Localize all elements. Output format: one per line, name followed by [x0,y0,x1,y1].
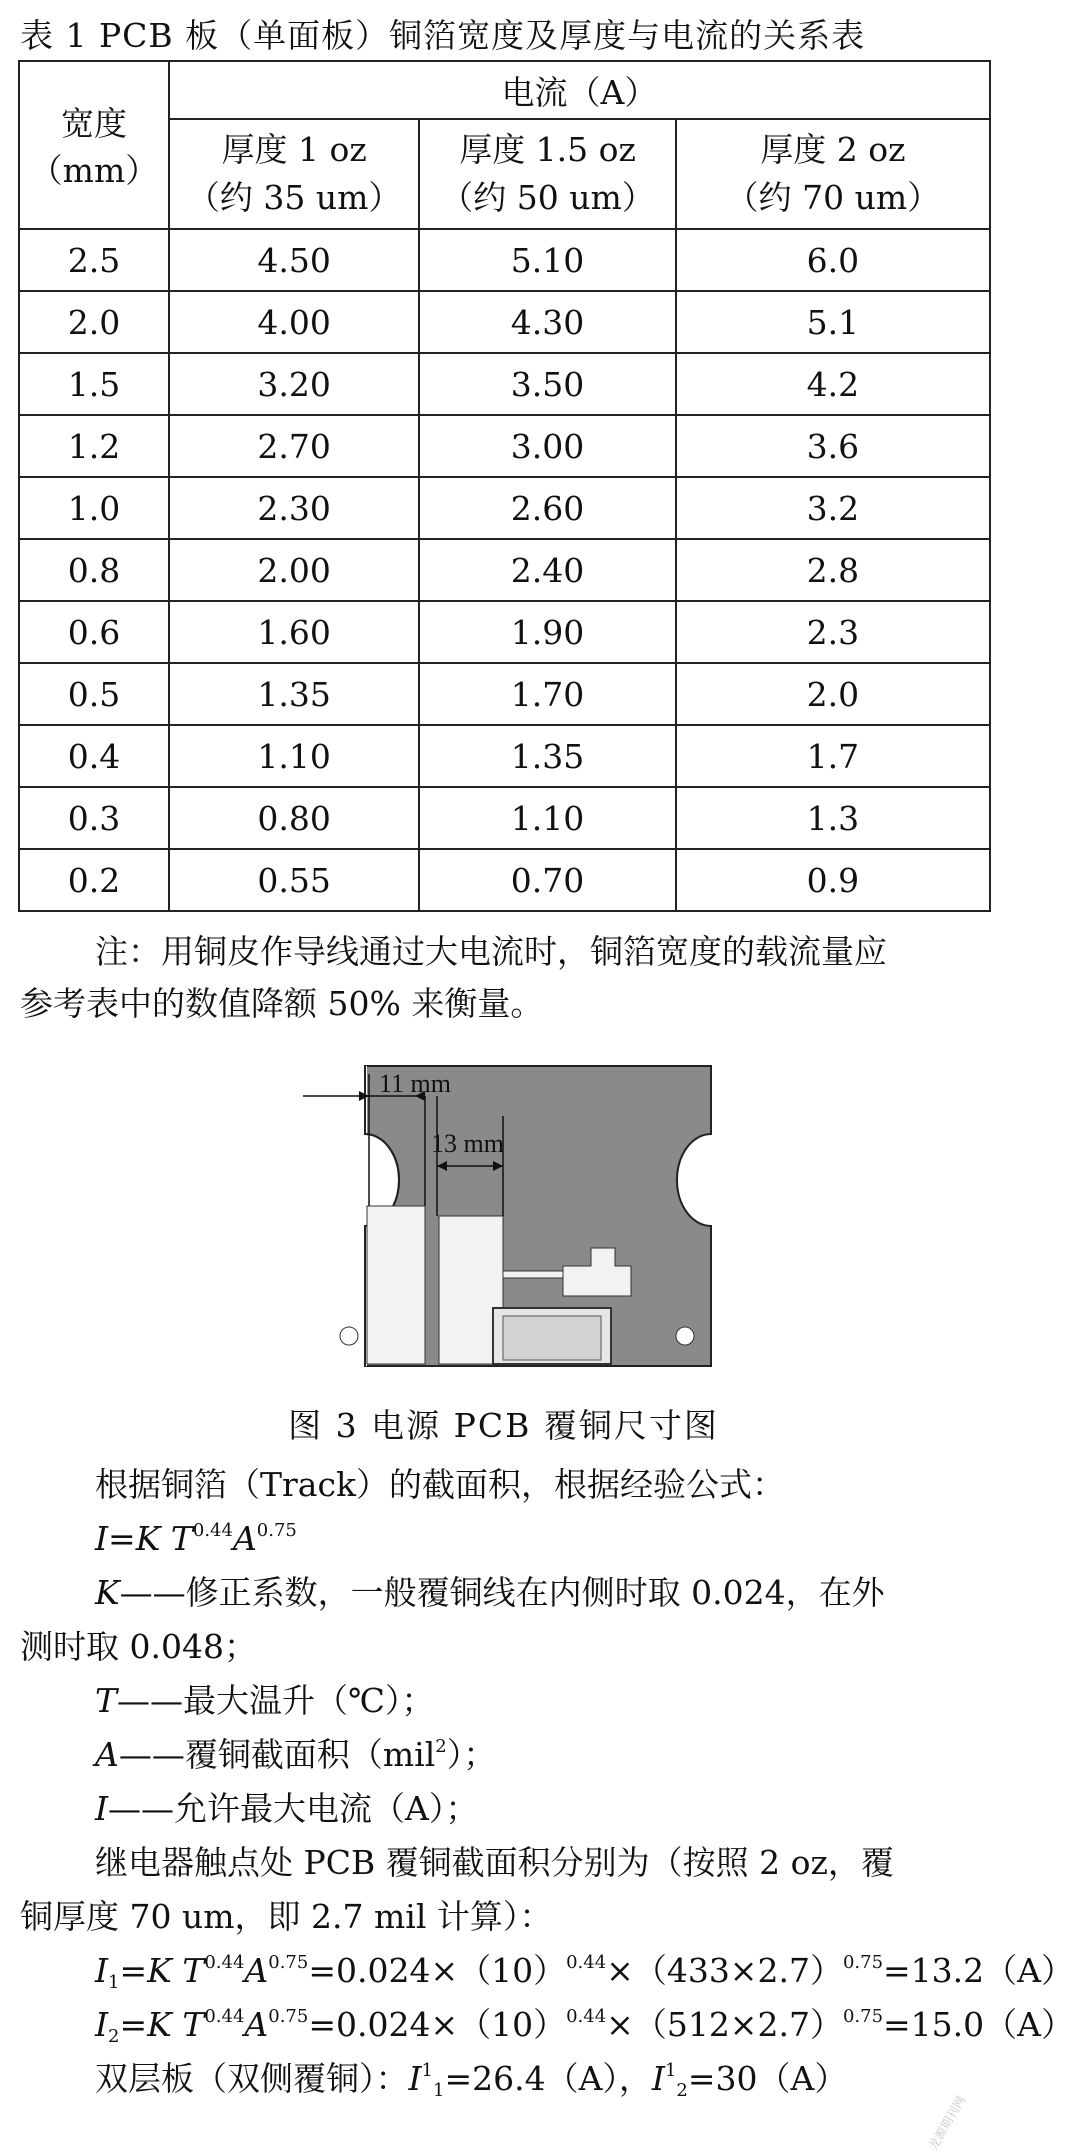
table-cell: 1.0 [19,477,169,539]
table-cell: 1.90 [419,601,675,663]
table-cell: 4.30 [419,291,675,353]
table-cell: 2.0 [19,291,169,353]
table-cell: 6.0 [676,229,990,291]
table-cell: 0.3 [19,787,169,849]
table-cell: 1.5 [19,353,169,415]
t-definition: T——最大温升（℃）； [95,1681,435,1720]
table-cell: 3.50 [419,353,675,415]
table-cell: 0.4 [19,725,169,787]
table-row [19,663,990,725]
table-cell: 1.7 [676,725,990,787]
pcb-copper-figure [325,1066,711,1366]
table-cell: 3.6 [676,415,990,477]
k-definition: K——修正系数，一般覆铜线在内侧时取 0.024，在外 [95,1573,885,1612]
current-header: 电流（A） [169,61,990,119]
label-13mm: 13 mm [431,1129,504,1158]
table-cell: 0.6 [19,601,169,663]
table-row [19,415,990,477]
table-cell: 3.00 [419,415,675,477]
figure-caption: 图 3 电源 PCB 覆铜尺寸图 [288,1406,719,1445]
table-cell: 1.10 [169,725,419,787]
table-cell: 3.20 [169,353,419,415]
table-cell: 2.5 [19,229,169,291]
table-note: 注：用铜皮作导线通过大电流时，铜箔宽度的载流量应 参考表中的数值降额 50% 来衡量。 [20,932,887,1023]
table-cell: 2.0 [676,663,990,725]
paragraph-intro: 根据铜箔（Track）的截面积，根据经验公式： [95,1465,785,1504]
table-row [19,477,990,539]
table-cell: 2.70 [169,415,419,477]
label-11mm: 11 mm [379,1069,451,1098]
table-cell: 1.2 [19,415,169,477]
table-caption: 表 1 PCB 板（单面板）铜箔宽度及厚度与电流的关系表 [20,16,866,55]
table-row [19,291,990,353]
table-row [19,725,990,787]
table-row [19,353,990,415]
table-cell: 1.35 [419,725,675,787]
table-cell: 5.1 [676,291,990,353]
table-cell: 1.3 [676,787,990,849]
watermark: 龙源期刊网 [926,2093,969,2153]
k-definition-cont: 测时取 0.048； [20,1627,257,1666]
formula: I=K $T^{0.44}A^{0.75}$ [95,1519,297,1558]
table-cell: 0.55 [169,849,419,911]
table-cell: 0.70 [419,849,675,911]
table-cell: 3.2 [676,477,990,539]
table-row [19,229,990,291]
table-cell: 4.2 [676,353,990,415]
table-cell: 1.70 [419,663,675,725]
calc-i1: $I_1=K$ $T^{0.44}A^{0.75}=0.024\times(10)^{0.44}\times(433\times 2.7)^{0.75}=13.2(A)$ [95,1951,1074,1993]
calc-i2: $I_2=K$ $T^{0.44}A^{0.75}=0.024\times(10)^{0.44}\times(512\times 2.7)^{0.75}=15.0(A)$ [95,2005,1074,2047]
double-layer-result: 双层板（双侧覆铜）：$I^1_1=26.4(A)$，$I^1_2=30(A)$ [95,2059,848,2101]
table-row [19,539,990,601]
table-cell: 1.35 [169,663,419,725]
table-cell: 0.5 [19,663,169,725]
relay-paragraph-cont: 铜厚度 70 um，即 2.7 mil 计算）： [20,1897,553,1936]
relay-paragraph: 继电器触点处 PCB 覆铜截面积分别为（按照 2 oz，覆 [95,1843,894,1882]
table-cell: 5.10 [419,229,675,291]
table-row [19,849,990,911]
table-cell: 4.00 [169,291,419,353]
table-cell: 2.40 [419,539,675,601]
a-definition: A——覆铜截面积（mil$^2$）； [95,1735,497,1774]
table-row [19,601,990,663]
table-cell: 2.00 [169,539,419,601]
current-table [18,60,991,912]
thickness-header-1oz: 厚度 1 oz （约 35 um） [169,119,419,229]
table-cell: 4.50 [169,229,419,291]
table-cell: 0.8 [19,539,169,601]
table-cell: 1.60 [169,601,419,663]
table-cell: 2.30 [169,477,419,539]
thickness-header-2oz: 厚度 2 oz （约 70 um） [676,119,990,229]
table-cell: 1.10 [419,787,675,849]
body-text [20,1458,1074,2106]
table-cell: 2.60 [419,477,675,539]
table-row [19,787,990,849]
table-cell: 0.2 [19,849,169,911]
table-cell: 2.8 [676,539,990,601]
table-cell: 0.9 [676,849,990,911]
width-header: 宽度 （mm） [19,61,169,229]
table-cell: 0.80 [169,787,419,849]
table-cell: 2.3 [676,601,990,663]
thickness-header-1-5oz: 厚度 1.5 oz （约 50 um） [419,119,675,229]
i-definition: I——允许最大电流（A）； [95,1789,479,1828]
